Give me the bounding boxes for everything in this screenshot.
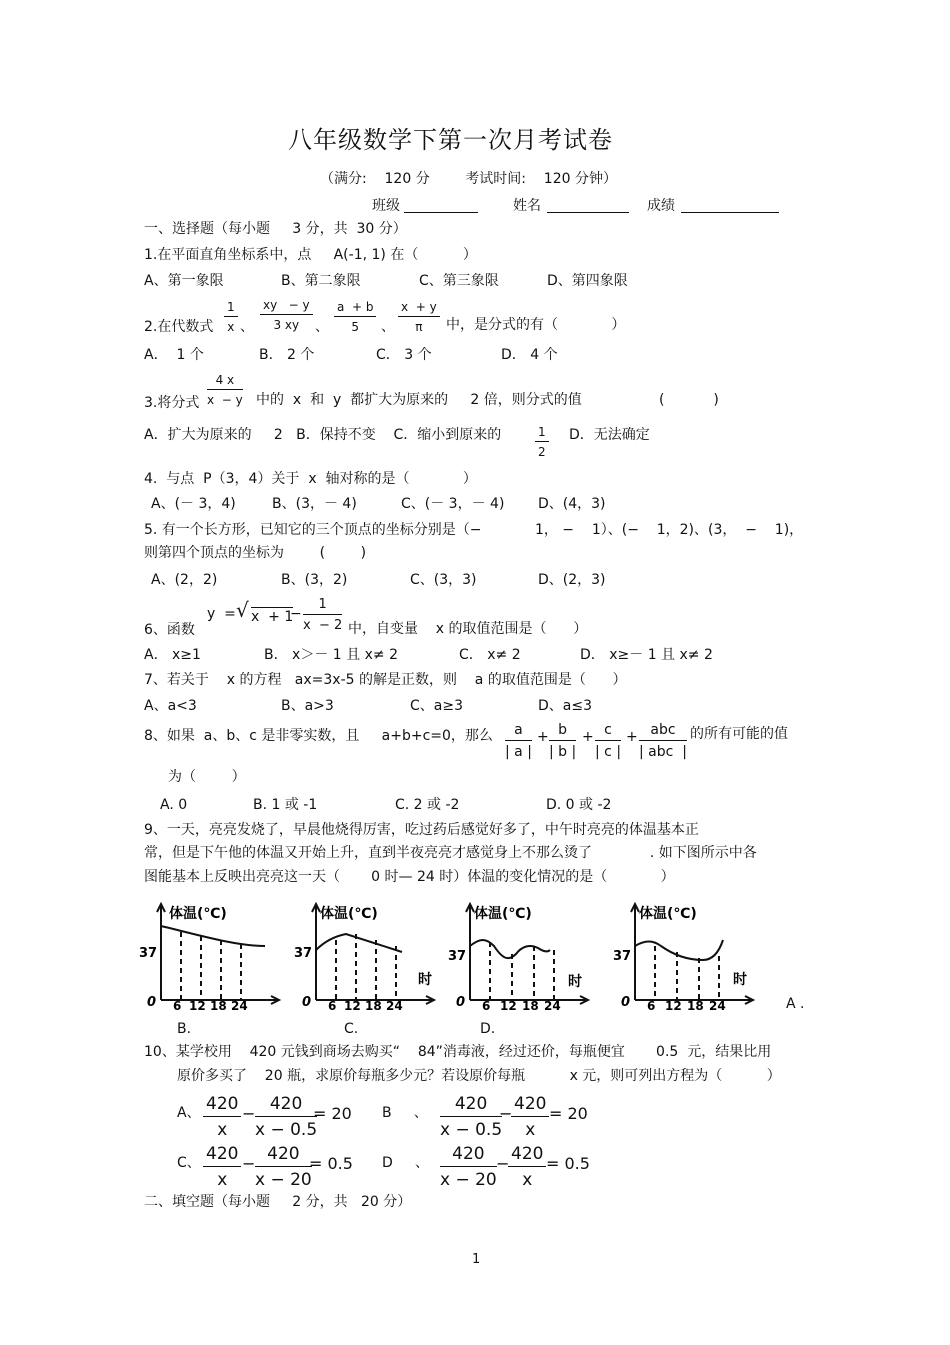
fraction-num: 420 [508,1144,546,1167]
fraction-den: x − 20 [255,1170,312,1190]
graph-title: 体温(℃) [169,906,227,922]
q10-line-1: 10、某学校用 420 元钱到商场去购买“ 84”消毒液，经过还价，每瓶便宜 0.5 元，结果比用 [144,1044,772,1060]
q10-option-b-fraction-1 [440,1094,502,1140]
graph-x-tick: 24 [386,999,403,1013]
q2-separator-1: 、 [240,319,254,335]
q10-option-c-fraction-1 [203,1144,241,1190]
graph-x-tick: 24 [231,999,248,1013]
graph-x-tick: 24 [709,999,726,1013]
page-title: 八年级数学下第一次月考试卷 [288,126,613,154]
q5-line-1: 5. 有一个长方形，已知它的三个顶点的坐标分别是（− 1， − 1）、(− 1，2)、(3， − 1)， [144,522,804,538]
q8-fraction-abc-num: abc [639,722,687,741]
q3-half-num: 1 [535,425,549,442]
q3-answer-paren: ( ) [659,392,719,408]
q8-fraction-abc [639,722,687,760]
q5-line-2: 则第四个顶点的坐标为 ( ) [144,545,367,561]
fraction-num: 420 [440,1144,497,1167]
graph-c-svg [448,900,600,1013]
q3-prefix: 3.将分式 [144,395,200,411]
q4-option-b[interactable]: B、(3，－ 4) [272,496,357,512]
q8-fraction-a [505,722,532,760]
q1-option-b[interactable]: B、第二象限 [281,273,361,289]
q5-option-c[interactable]: C、(3，3) [410,572,477,588]
graph-x-tick: 12 [500,999,517,1013]
q6-sqrt-body: x + 1 [251,609,294,625]
fraction-num: 420 [255,1144,312,1167]
temperature-curve [470,940,550,958]
q2-fraction-2-den: 3 xy [273,318,300,332]
q8-prefix: 8、如果 a、b、c 是非零实数，且 a+b+c=0，那么 [144,728,493,744]
section-1-heading: 一、选择题（每小题 3 分，共 30 分） [144,221,407,237]
q10-option-d-rhs: = 0.5 [546,1154,590,1173]
q6-option-a[interactable]: A． x≥1 [144,647,201,663]
q2-fraction-1-num: 1 [224,300,238,317]
q10-line-2: 原价多买了 20 瓶，求原价每瓶多少元？若设原价每瓶 x 元，则可列出方程为（ ） [177,1068,781,1084]
q10-option-b-rhs: = 20 [549,1104,588,1123]
section-2-heading: 二、填空题（每小题 2 分，共 20 分） [144,1194,412,1210]
q6-fraction [303,597,342,633]
q9-label-a[interactable]: A . [786,996,805,1012]
q2-option-b[interactable]: B． 2 个 [259,347,315,363]
q10-option-a-label[interactable]: A、 [177,1105,201,1121]
q8-fraction-a-num: a [505,722,532,741]
q10-option-a-rhs: = 20 [313,1104,352,1123]
q1-option-c[interactable]: C、第三象限 [419,273,499,289]
graph-title: 体温(℃) [320,906,378,922]
q7-option-a[interactable]: A、a<3 [144,698,197,714]
q2-fraction-2 [260,298,313,332]
q2-separator-3: 、 [381,319,395,335]
graph-x-tick: 6 [328,999,337,1013]
graph-b-svg [290,900,440,1013]
q10-option-d-fraction-2 [508,1144,546,1190]
q4-option-a[interactable]: A、(－ 3，4) [151,496,236,512]
q4-stem: 4. 与点 P（3，4）关于 x 轴对称的是（ ） [144,471,477,487]
q3-suffix: 中的 x 和 y 都扩大为原来的 2 倍，则分式的值 [256,392,582,408]
q6-fraction-num: 1 [303,597,342,615]
temperature-curve [635,940,723,960]
q6-formula-y: y = [207,606,236,622]
q1-stem: 1.在平面直角坐标系中，点 A(-1, 1) 在（ ） [144,247,477,263]
q3-fraction-num: 4 x [207,373,243,390]
fraction-den: x [522,1170,533,1190]
q4-option-d[interactable]: D、(4，3) [538,496,606,512]
graph-a-svg [135,900,285,1013]
q8-option-d[interactable]: D. 0 或 -2 [546,797,612,813]
fraction-den: x [525,1120,536,1140]
q3-options-a-c[interactable]: A．扩大为原来的 2 B．保持不变 C．缩小到原来的 [144,427,502,443]
q8-suffix: 的所有可能的值 [690,726,788,742]
q4-option-c[interactable]: C、(－ 3，－ 4) [401,496,505,512]
fraction-den: x [217,1120,228,1140]
q6-minus: − [290,606,302,622]
class-label: 班级 [372,198,400,214]
q10-option-d-label[interactable]: D 、 [382,1155,430,1171]
q8-fraction-b [549,722,576,760]
fraction-num: 420 [203,1144,241,1167]
graph-x-tick: 18 [365,999,382,1013]
q10-option-c-rhs: = 0.5 [309,1154,353,1173]
q8-fraction-abc-den: | abc | [639,744,687,760]
graph-origin: 0 [621,995,631,1010]
temperature-curve [161,926,265,946]
score-blank[interactable] [681,212,779,213]
graph-guides [655,946,719,1000]
q3-fraction [207,373,243,407]
graph-x-tick: 6 [173,999,182,1013]
q6-option-c[interactable]: C． x≠ 2 [459,647,521,663]
q8-option-c[interactable]: C. 2 或 -2 [395,797,460,813]
q8-plus-1: + [537,729,549,745]
q8-fraction-c-den: | c | [595,744,622,760]
q2-fraction-4-den: π [415,320,423,334]
q2-option-d[interactable]: D． 4 个 [501,347,558,363]
q10-option-b-label[interactable]: B 、 [382,1105,428,1121]
name-blank[interactable] [547,212,629,213]
graph-x-unit: 时 [568,974,582,990]
q5-option-b[interactable]: B、(3，2) [281,572,348,588]
q2-prefix: 2.在代数式 [144,319,214,335]
graph-origin: 0 [302,995,312,1010]
fraction-den: x − 20 [440,1170,497,1190]
q8-fraction-b-den: | b | [549,744,577,760]
q6-sqrt-sign: √ [236,598,249,622]
q9-label-c[interactable]: C. [344,1021,359,1037]
q9-line-1: 9、一天，亮亮发烧了，早晨他烧得厉害，吃过药后感觉好多了，中午时亮亮的体温基本正 [144,822,699,838]
q2-fraction-3 [334,300,376,334]
q10-option-c-fraction-2 [255,1144,312,1190]
fraction-num: 420 [440,1094,502,1117]
graph-x-tick: 12 [189,999,206,1013]
q7-option-c[interactable]: C、a≥3 [410,698,463,714]
q3-option-d[interactable]: D．无法确定 [569,427,650,443]
q9-label-b[interactable]: B. [177,1021,192,1037]
q9-line-2: 常，但是下午他的体温又开始上升，直到半夜亮亮才感觉身上不那么烫了 . 如下图所示中各 [144,845,757,861]
graph-x-tick: 12 [344,999,361,1013]
q10-option-d-fraction-1 [440,1144,497,1190]
q7-option-d[interactable]: D、a≤3 [538,698,592,714]
q2-separator-2: 、 [315,319,329,335]
fraction-num: 420 [255,1094,317,1117]
fraction-den: x − 0.5 [440,1120,503,1140]
temperature-curve [316,934,402,952]
q6-option-d[interactable]: D． x≥－ 1 且 x≠ 2 [580,647,713,663]
q5-option-d[interactable]: D、(2，3) [538,572,606,588]
q1-option-d[interactable]: D、第四象限 [547,273,628,289]
q8-line-2: 为（ ） [168,769,246,785]
graph-d-svg [613,900,765,1013]
q9-graph-a[interactable] [135,900,285,1014]
graph-x-tick: 18 [522,999,539,1013]
q7-option-b[interactable]: B、a>3 [281,698,334,714]
q3-half-fraction [535,425,549,459]
q8-fraction-b-num: b [549,722,576,741]
graph-y-tick: 37 [139,946,158,961]
graph-x-tick: 6 [482,999,491,1013]
graph-y-tick: 37 [294,946,313,961]
q10-option-a-fraction-2 [255,1094,317,1140]
q2-suffix: 中，是分式的有（ ） [446,317,626,333]
graph-x-tick: 18 [210,999,227,1013]
q2-option-a[interactable]: A． 1 个 [144,347,204,363]
q2-fraction-4 [398,300,440,334]
q6-fraction-den: x − 2 [303,618,343,633]
q9-graph-c[interactable] [450,900,600,1014]
fraction-den: x [217,1170,228,1190]
q2-fraction-1 [224,300,238,334]
score-label: 成绩 [647,198,675,214]
q9-graph-b[interactable] [290,900,440,1014]
graph-origin: 0 [456,995,466,1010]
exam-info: （满分: 120 分 考试时间: 120 分钟） [320,171,617,187]
graph-y-tick: 37 [613,949,632,964]
graph-x-tick: 24 [544,999,561,1013]
q10-option-b-fraction-2 [511,1094,549,1140]
q10-option-a-minus: − [242,1104,256,1123]
fraction-num: 420 [511,1094,549,1117]
q8-option-a[interactable]: A. 0 [160,797,188,813]
graph-y-tick: 37 [448,949,467,964]
q2-fraction-1-den: x [227,320,235,334]
fraction-num: 420 [203,1094,241,1117]
q2-fraction-2-num: xy − y [260,298,313,315]
q2-option-c[interactable]: C． 3 个 [376,347,432,363]
q6-option-b[interactable]: B． x＞－ 1 且 x≠ 2 [264,647,398,663]
graph-x-unit: 时 [418,972,432,988]
graph-origin: 0 [147,995,157,1010]
q3-fraction-den: x − y [207,393,243,407]
q7-stem: 7、若关于 x 的方程 ax=3x-5 的解是正数，则 a 的取值范围是（ ） [144,672,627,688]
fraction-den: x − 0.5 [255,1120,318,1140]
q3-half-den: 2 [538,445,546,459]
q6-suffix: 中，自变量 x 的取值范围是（ ） [348,621,588,637]
q8-plus-2: + [582,729,594,745]
graph-x-tick: 12 [665,999,682,1013]
q8-plus-3: + [626,729,638,745]
q6-prefix: 6、函数 [144,622,195,638]
q2-fraction-3-num: a + b [334,300,376,317]
q10-option-b-minus: − [499,1104,513,1123]
graph-x-unit: 时 [733,972,747,988]
graph-title: 体温(℃) [474,906,532,922]
q10-option-c-label[interactable]: C、 [177,1155,201,1171]
q8-option-b[interactable]: B. 1 或 -1 [253,797,318,813]
graph-x-tick: 18 [687,999,704,1013]
q2-fraction-3-den: 5 [351,320,360,334]
class-blank[interactable] [404,212,478,213]
q8-fraction-a-den: | a | [505,744,532,760]
graph-title: 体温(℃) [639,906,697,922]
q5-option-a[interactable]: A、(2，2) [151,572,218,588]
q2-fraction-4-num: x + y [398,300,440,317]
q10-option-d-minus: − [496,1154,510,1173]
q8-fraction-c [595,722,621,760]
q10-option-a-fraction-1 [203,1094,241,1140]
q1-option-a[interactable]: A、第一象限 [144,273,224,289]
q9-label-d[interactable]: D. [480,1021,496,1037]
page-number: 1 [472,1252,481,1267]
graph-guides [336,934,396,1000]
q8-fraction-c-num: c [595,722,621,741]
graph-x-tick: 6 [647,999,656,1013]
name-label: 姓名 [513,198,541,214]
q9-graph-d[interactable] [615,900,765,1014]
q9-line-3: 图能基本上反映出亮亮这一天（ 0 时— 24 时）体温的变化情况的是（ ） [144,869,675,885]
q10-option-c-minus: − [242,1154,256,1173]
